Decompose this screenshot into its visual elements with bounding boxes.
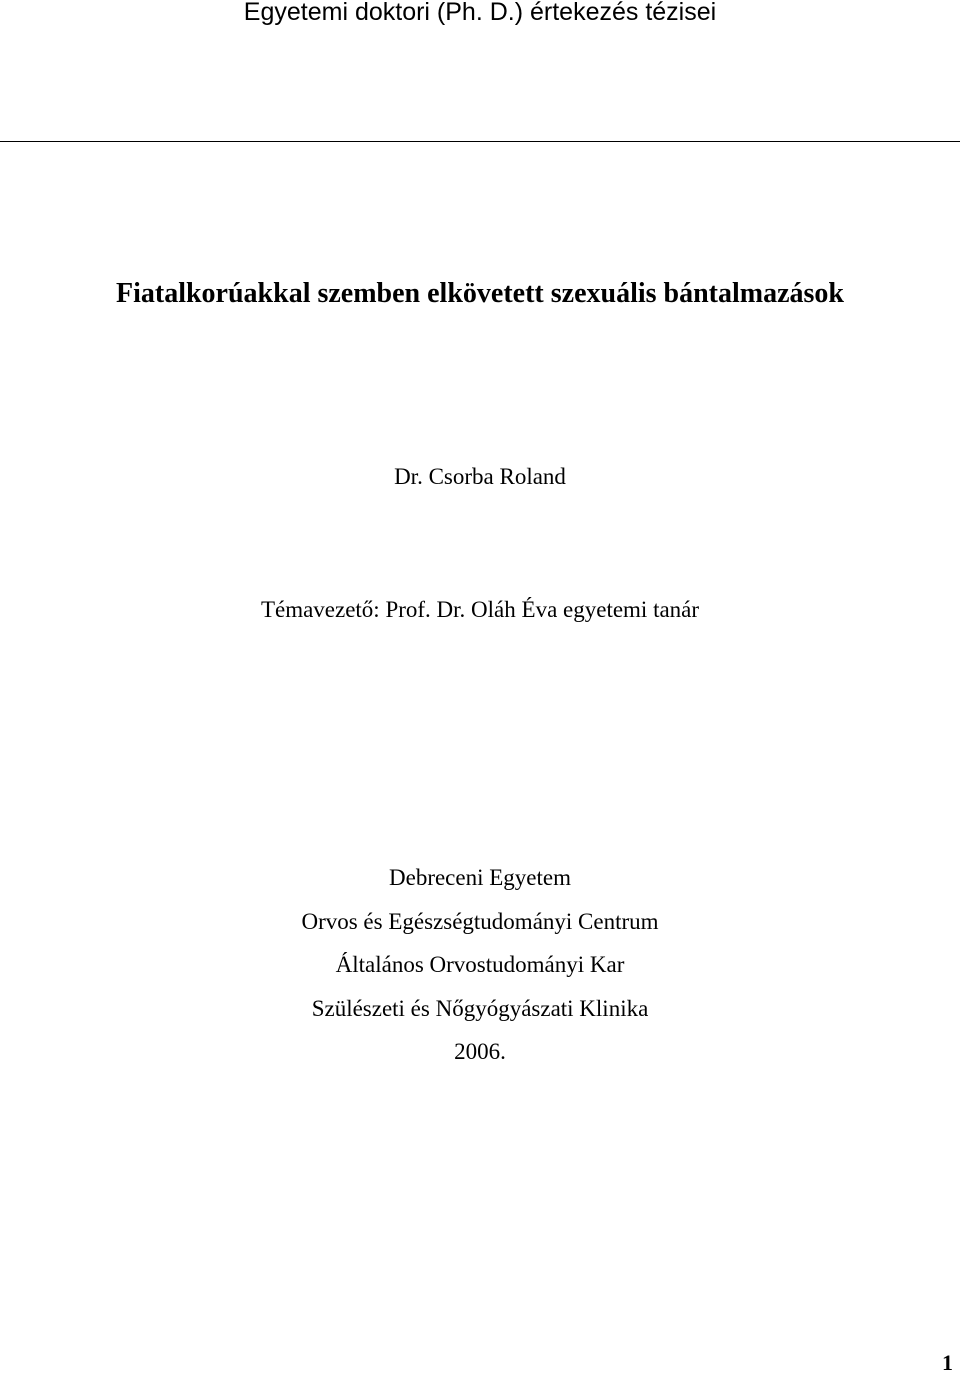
author-name: Dr. Csorba Roland [394, 464, 566, 489]
header-rule [0, 141, 960, 142]
page-number: 1 [942, 1350, 953, 1375]
center-name: Orvos és Egészségtudományi Centrum [301, 908, 659, 934]
university-name: Debreceni Egyetem [389, 865, 571, 890]
publication-year: 2006. [454, 1039, 506, 1064]
thesis-title: Fiatalkorúakkal szemben elkövetett szexuális bántalmazások [116, 278, 844, 309]
institution-block [0, 856, 960, 1074]
faculty-name: Általános Orvostudományi Kar [335, 952, 625, 977]
supervisor-line: Témavezető: Prof. Dr. Oláh Éva egyetemi tanár [260, 597, 700, 622]
clinic-name: Szülészeti és Nőgyógyászati Klinika [311, 995, 649, 1021]
running-header: Egyetemi doktori (Ph. D.) értekezés tézisei [243, 0, 717, 26]
